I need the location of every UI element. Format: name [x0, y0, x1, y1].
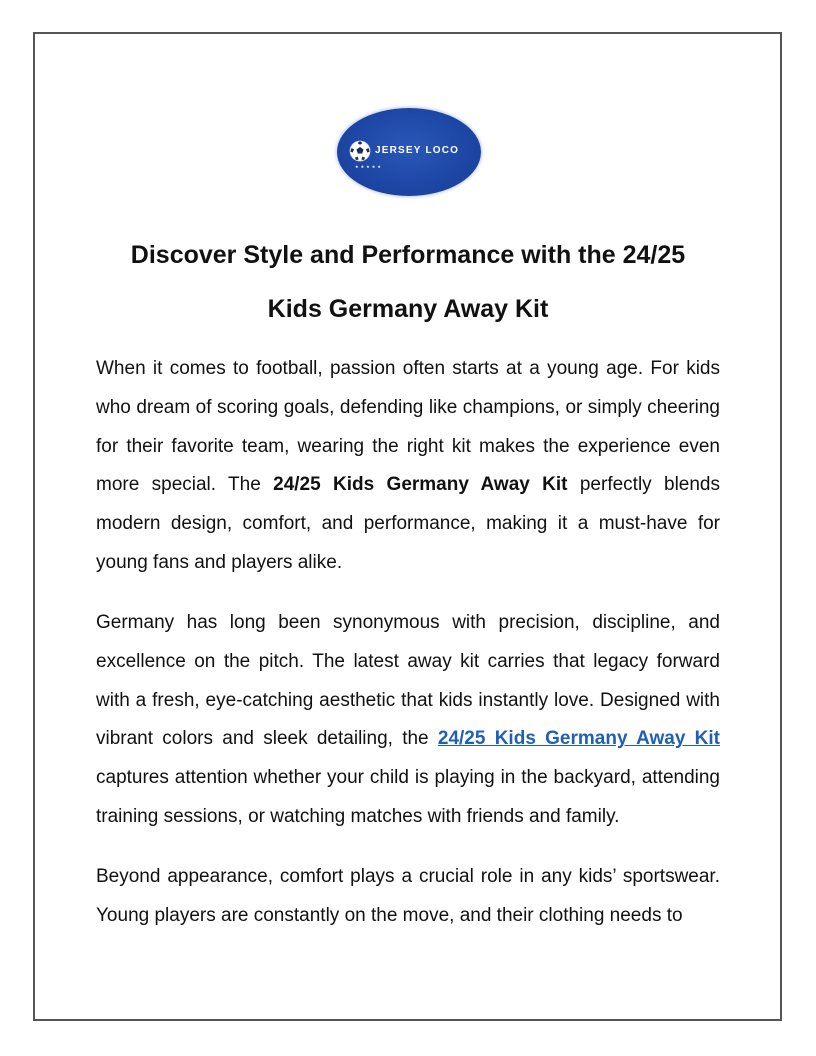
logo-stars-decoration: ★★★★★	[355, 164, 383, 169]
paragraph-heritage-text-a: Germany has long been synonymous with precision, discipline, and excellence on the pitch. The latest away kit carries that legacy forward with a fresh, eye-catching aesthetic that kids instantly love. Designed with vibrant colors and sleek detailing, the	[96, 612, 720, 750]
paragraph-intro-text-b: perfectly blends modern design, comfort, and performance, making it a must-have for young fans and players alike.	[96, 474, 720, 573]
title-line-1: Discover Style and Performance with the 24/25	[130, 241, 686, 269]
paragraph-intro-text-a: When it comes to football, passion often starts at a young age. For kids who dream of scoring goals, defending like champions, or simply cheering for their favorite team, wearing the right kit makes the experience even more special. The	[96, 358, 720, 496]
product-name-bold: 24/25 Kids Germany Away Kit	[273, 474, 568, 496]
paragraph-comfort	[96, 858, 720, 936]
paragraph-intro	[96, 350, 720, 583]
page-title	[96, 228, 720, 336]
jersey-loco-logo	[337, 108, 481, 196]
product-link[interactable]: 24/25 Kids Germany Away Kit	[437, 728, 720, 750]
soccer-ball-icon	[349, 140, 371, 162]
paragraph-heritage-text-b: captures attention whether your child is playing in the backyard, attending training sessions, or watching matches with friends and family.	[96, 767, 720, 827]
logo-text: JERSEY LOCO	[375, 145, 460, 156]
paragraph-comfort-text: Beyond appearance, comfort plays a crucial role in any kids’ sportswear. Young players are constantly on the move, and their clothing needs to	[96, 866, 720, 926]
title-line-2: Kids Germany Away Kit	[267, 295, 549, 323]
paragraph-heritage	[96, 604, 720, 837]
